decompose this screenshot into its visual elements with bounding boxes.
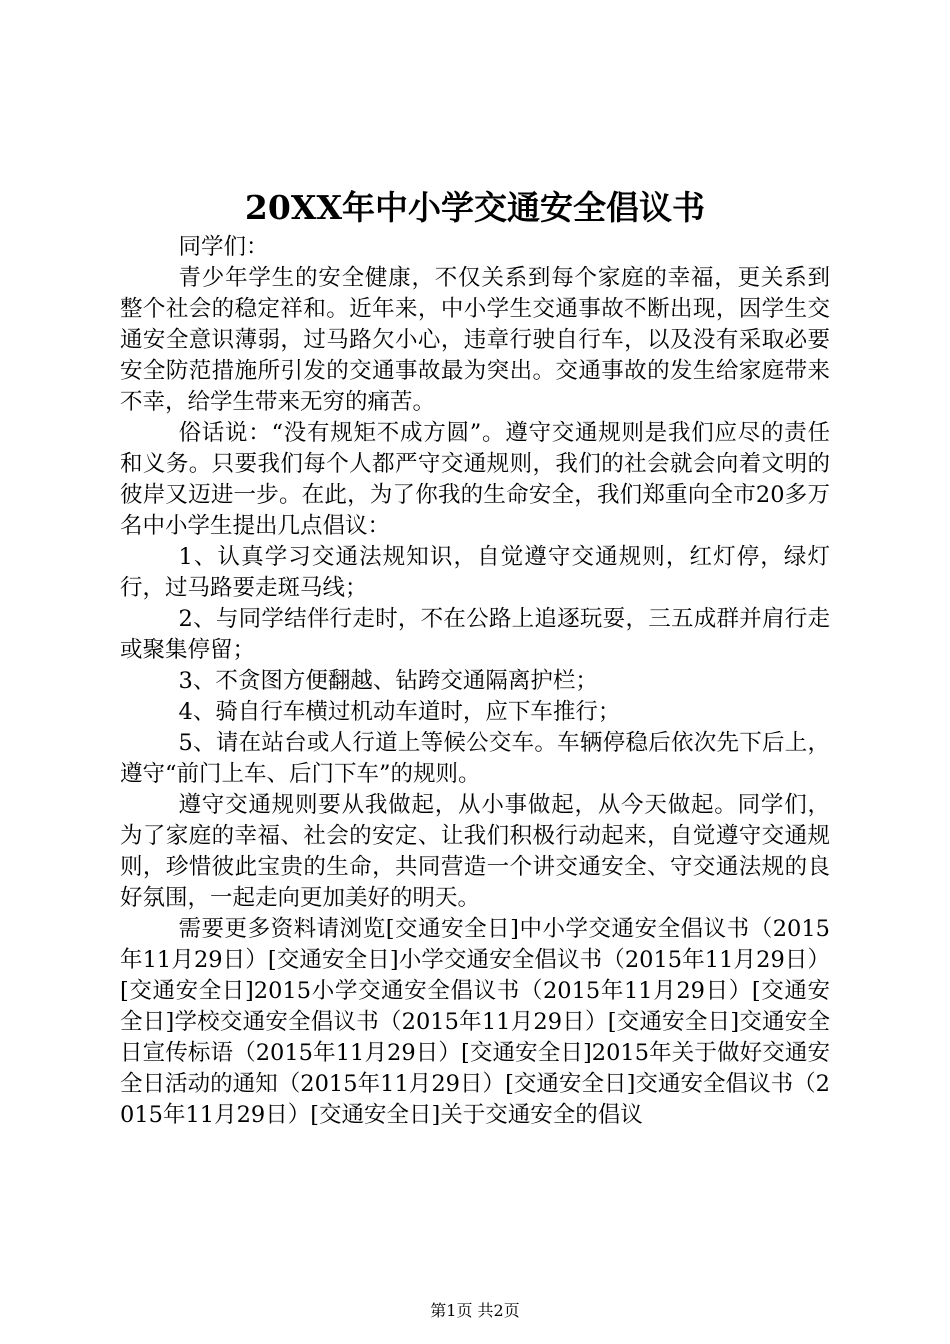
- proposal-item-4: 4、骑自行车横过机动车道时，应下车推行；: [178, 699, 621, 725]
- paragraph-closing: 遵守交通规则要从我做起，从小事做起，从今天做起。同学们，为了家庭的幸福、社会的安定、让我们积极行动起来，自觉遵守交通规则，珍惜彼此宝贵的生命，共同营造一个讲交通安全、守交通法规的良好氛围，一起走向更加美好的明天。: [120, 792, 830, 911]
- paragraph-intro: 青少年学生的安全健康，不仅关系到每个家庭的幸福，更关系到整个社会的稳定祥和。近年来，中小学生交通事故不断出现，因学生交通安全意识薄弱，过马路欠小心，违章行驶自行车，以及没有采取必要安全防范措施所引发的交通事故最为突出。交通事故的发生给家庭带来不幸，给学生带来无穷的痛苦。: [120, 265, 830, 415]
- document-body: [120, 232, 830, 1131]
- proposal-item-3: 3、不贪图方便翻越、钻跨交通隔离护栏；: [178, 668, 598, 694]
- salutation: 同学们：: [178, 234, 269, 260]
- page-footer: 第1页 共2页: [430, 1301, 520, 1320]
- paragraph-more-resources: 需要更多资料请浏览[交通安全日]中小学交通安全倡议书（2015年11月29日）[交通安全日]小学交通安全倡议书（2015年11月29日）[交通安全日]2015小学交通安全倡议书（2015年11月29日）[交通安全日]学校交通安全倡议书（2015年11月29日）[交通安全日]交通安全日宣传标语（2015年11月29日）[交通安全日]2015年关于做好交通安全日活动的通知（2015年11月29日）[交通安全日]交通安全倡议书（2015年11月29日）[交通安全日]关于交通安全的倡议: [120, 916, 830, 1128]
- proposal-item-2: 2、与同学结伴行走时，不在公路上追逐玩耍，三五成群并肩行走或聚集停留；: [120, 606, 830, 663]
- document-title: 20XX年中小学交通安全倡议书: [244, 188, 706, 227]
- proposal-item-5: 5、请在站台或人行道上等候公交车。车辆停稳后依次先下后上，遵守“前门上车、后门下车”的规则。: [120, 730, 830, 787]
- paragraph-proverb: 俗话说：“没有规矩不成方圆”。遵守交通规则是我们应尽的责任和义务。只要我们每个人都严守交通规则，我们的社会就会向着文明的彼岸又迈进一步。在此，为了你我的生命安全，我们郑重向全市20多万名中小学生提出几点倡议：: [120, 420, 830, 539]
- proposal-item-1: 1、认真学习交通法规知识，自觉遵守交通规则，红灯停，绿灯行，过马路要走斑马线；: [120, 544, 830, 601]
